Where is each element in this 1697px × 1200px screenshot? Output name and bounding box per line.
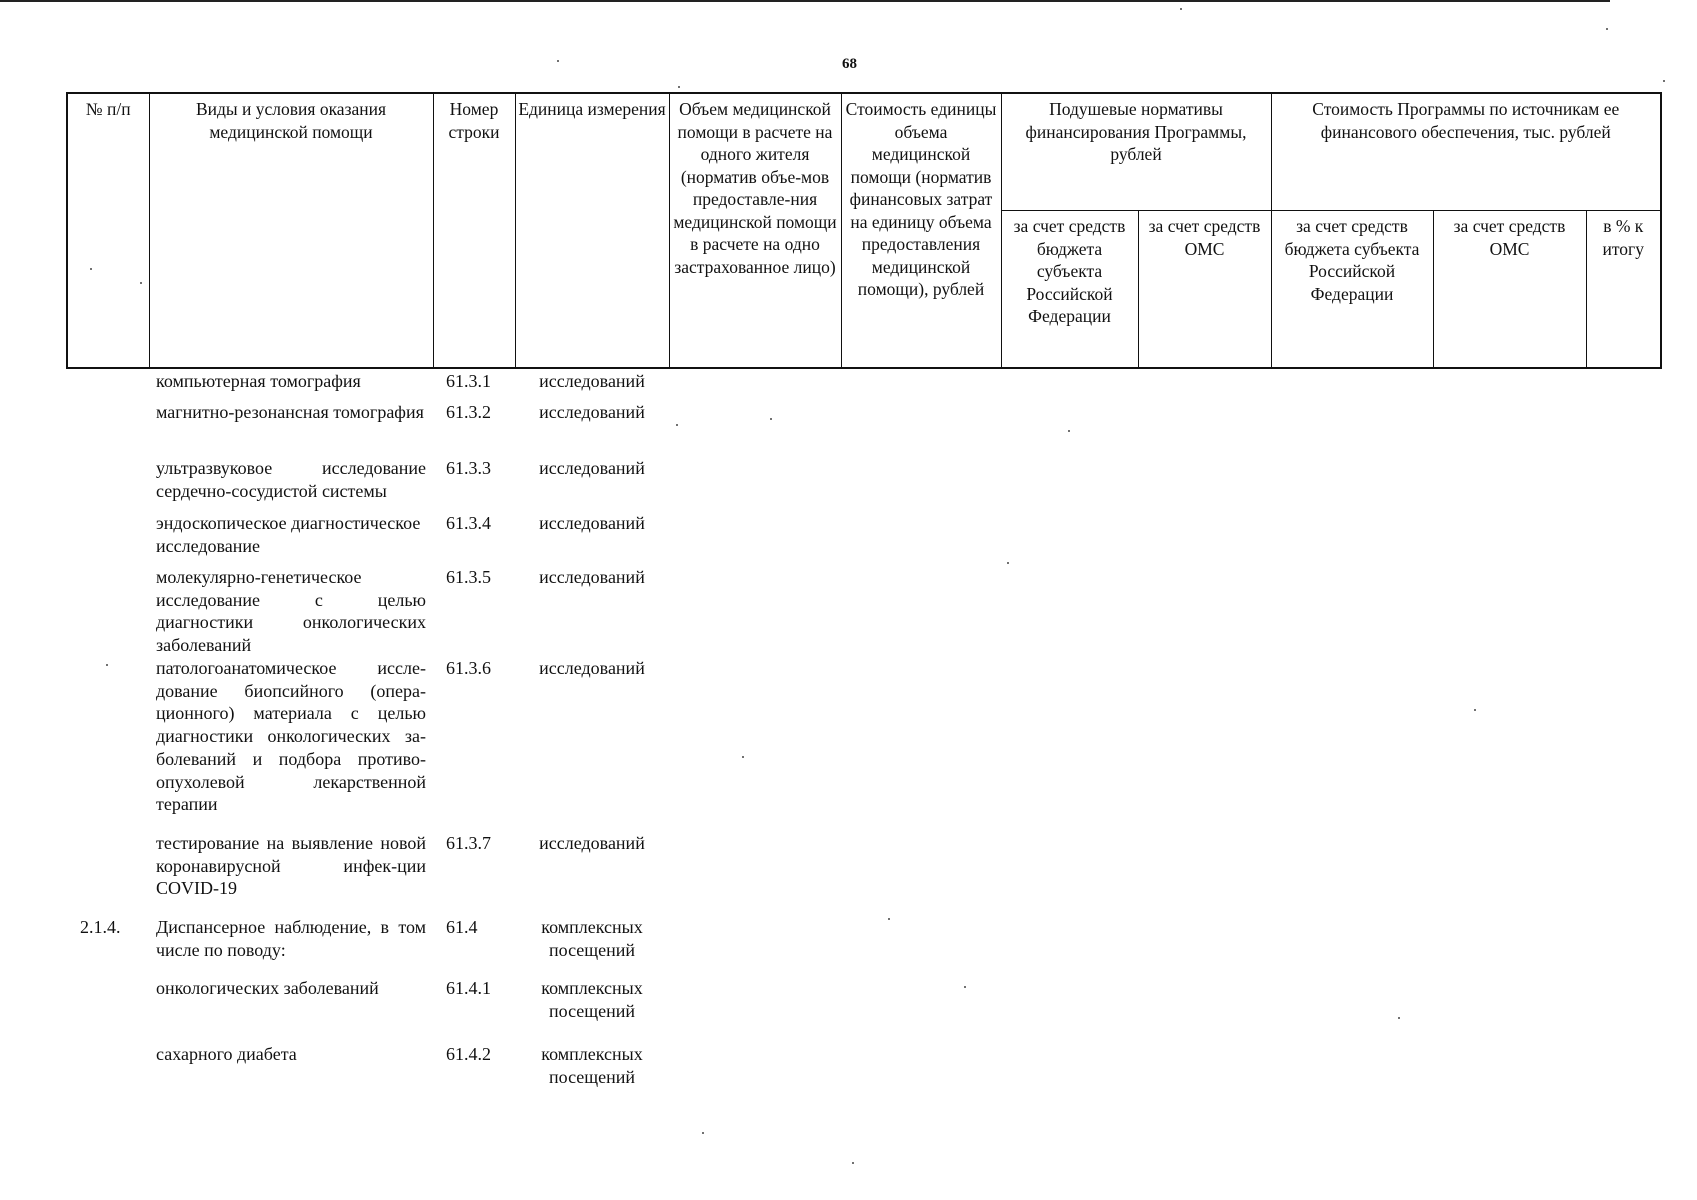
row-code: 61.3.1 bbox=[446, 371, 491, 391]
row-code: 61.3.3 bbox=[446, 458, 491, 478]
scan-speck bbox=[1068, 430, 1070, 432]
row-unit: комплексных посещений bbox=[541, 917, 643, 960]
scan-speck bbox=[1474, 709, 1476, 711]
row-name: компьютерная томография bbox=[156, 371, 361, 391]
scan-speck bbox=[557, 60, 559, 62]
row-name: Диспансерное наблюдение, в том числе по поводу: bbox=[156, 917, 426, 960]
row-number: 2.1.4. bbox=[80, 917, 121, 937]
scan-speck bbox=[1180, 8, 1182, 10]
scan-speck bbox=[1663, 80, 1665, 82]
scan-speck bbox=[964, 986, 966, 988]
row-unit: исследований bbox=[539, 658, 645, 678]
row-code: 61.3.4 bbox=[446, 513, 491, 533]
row-unit: комплексных посещений bbox=[541, 978, 643, 1021]
row-name: молекулярно-генетическое исследование с целью диагностики онкологических заболеваний bbox=[156, 567, 426, 656]
header-col-program-percent: в % к итогу bbox=[1586, 211, 1661, 369]
row-code: 61.3.7 bbox=[446, 833, 491, 853]
row-code: 61.4.1 bbox=[446, 978, 491, 998]
page-number: 68 bbox=[842, 56, 857, 72]
row-unit: исследований bbox=[539, 371, 645, 391]
header-col-percapita-budget: за счет средств бюджета субъекта Российской Федерации bbox=[1001, 211, 1138, 369]
scan-speck bbox=[1398, 1017, 1400, 1019]
row-name: патологоанатомическое иссле-дование биопсийного (опера-ционного) материала с целью диагностики онкологических за-болеваний и подбора противо-опухолевой лекарственной терапии bbox=[156, 658, 426, 815]
row-name: эндоскопическое диагностическое исследование bbox=[156, 513, 421, 556]
row-code: 61.4.2 bbox=[446, 1044, 491, 1064]
row-name: ультразвуковое исследование сердечно-сосудистой системы bbox=[156, 458, 426, 501]
row-code: 61.3.2 bbox=[446, 402, 491, 422]
header-col-cost: Стоимость единицы объема медицинской помощи (норматив финансовых затрат на единицу объема предоставления медицинской помощи), рублей bbox=[841, 93, 1001, 368]
scan-speck bbox=[106, 664, 108, 666]
row-unit: исследований bbox=[539, 458, 645, 478]
row-unit: комплексных посещений bbox=[541, 1044, 643, 1087]
row-name: магнитно-резонансная томография bbox=[156, 402, 424, 422]
scan-speck bbox=[852, 1162, 854, 1164]
scan-speck bbox=[742, 756, 744, 758]
scan-speck bbox=[678, 86, 680, 88]
header-col-percapita-oms: за счет средств ОМС bbox=[1138, 211, 1271, 369]
header-col-program-budget: за счет средств бюджета субъекта Российской Федерации bbox=[1271, 211, 1433, 369]
header-col-unit: Единица измерения bbox=[515, 93, 669, 368]
scan-speck bbox=[90, 268, 92, 270]
row-name: сахарного диабета bbox=[156, 1044, 297, 1064]
row-name: тестирование на выявление новой коронавирусной инфек-ции COVID-19 bbox=[156, 833, 426, 899]
scan-speck bbox=[676, 424, 678, 426]
scan-speck bbox=[888, 918, 890, 920]
scan-speck bbox=[1007, 562, 1009, 564]
header-col-no: № п/п bbox=[67, 93, 149, 368]
row-unit: исследований bbox=[539, 402, 645, 422]
row-code: 61.3.5 bbox=[446, 567, 491, 587]
header-col-volume: Объем медицинской помощи в расчете на одного жителя (норматив объе-мов предоставле-ния медицинской помощи в расчете на одно застрахованное лицо) bbox=[669, 93, 841, 368]
scan-speck bbox=[770, 418, 772, 420]
header-col-line: Номер строки bbox=[433, 93, 515, 368]
header-col-percapita: Подушевые нормативы финансирования Программы, рублей bbox=[1001, 93, 1271, 211]
header-col-program-oms: за счет средств ОМС bbox=[1433, 211, 1586, 369]
row-unit: исследований bbox=[539, 513, 645, 533]
row-code: 61.4 bbox=[446, 917, 478, 937]
header-col-program: Стоимость Программы по источникам ее финансового обеспечения, тыс. рублей bbox=[1271, 93, 1661, 211]
scan-speck bbox=[140, 282, 142, 284]
row-unit: исследований bbox=[539, 567, 645, 587]
scan-speck bbox=[702, 1132, 704, 1134]
row-unit: исследований bbox=[539, 833, 645, 853]
row-name: онкологических заболеваний bbox=[156, 978, 379, 998]
scan-speck bbox=[1606, 28, 1608, 30]
header-col-types: Виды и условия оказания медицинской помощи bbox=[149, 93, 433, 368]
row-code: 61.3.6 bbox=[446, 658, 491, 678]
